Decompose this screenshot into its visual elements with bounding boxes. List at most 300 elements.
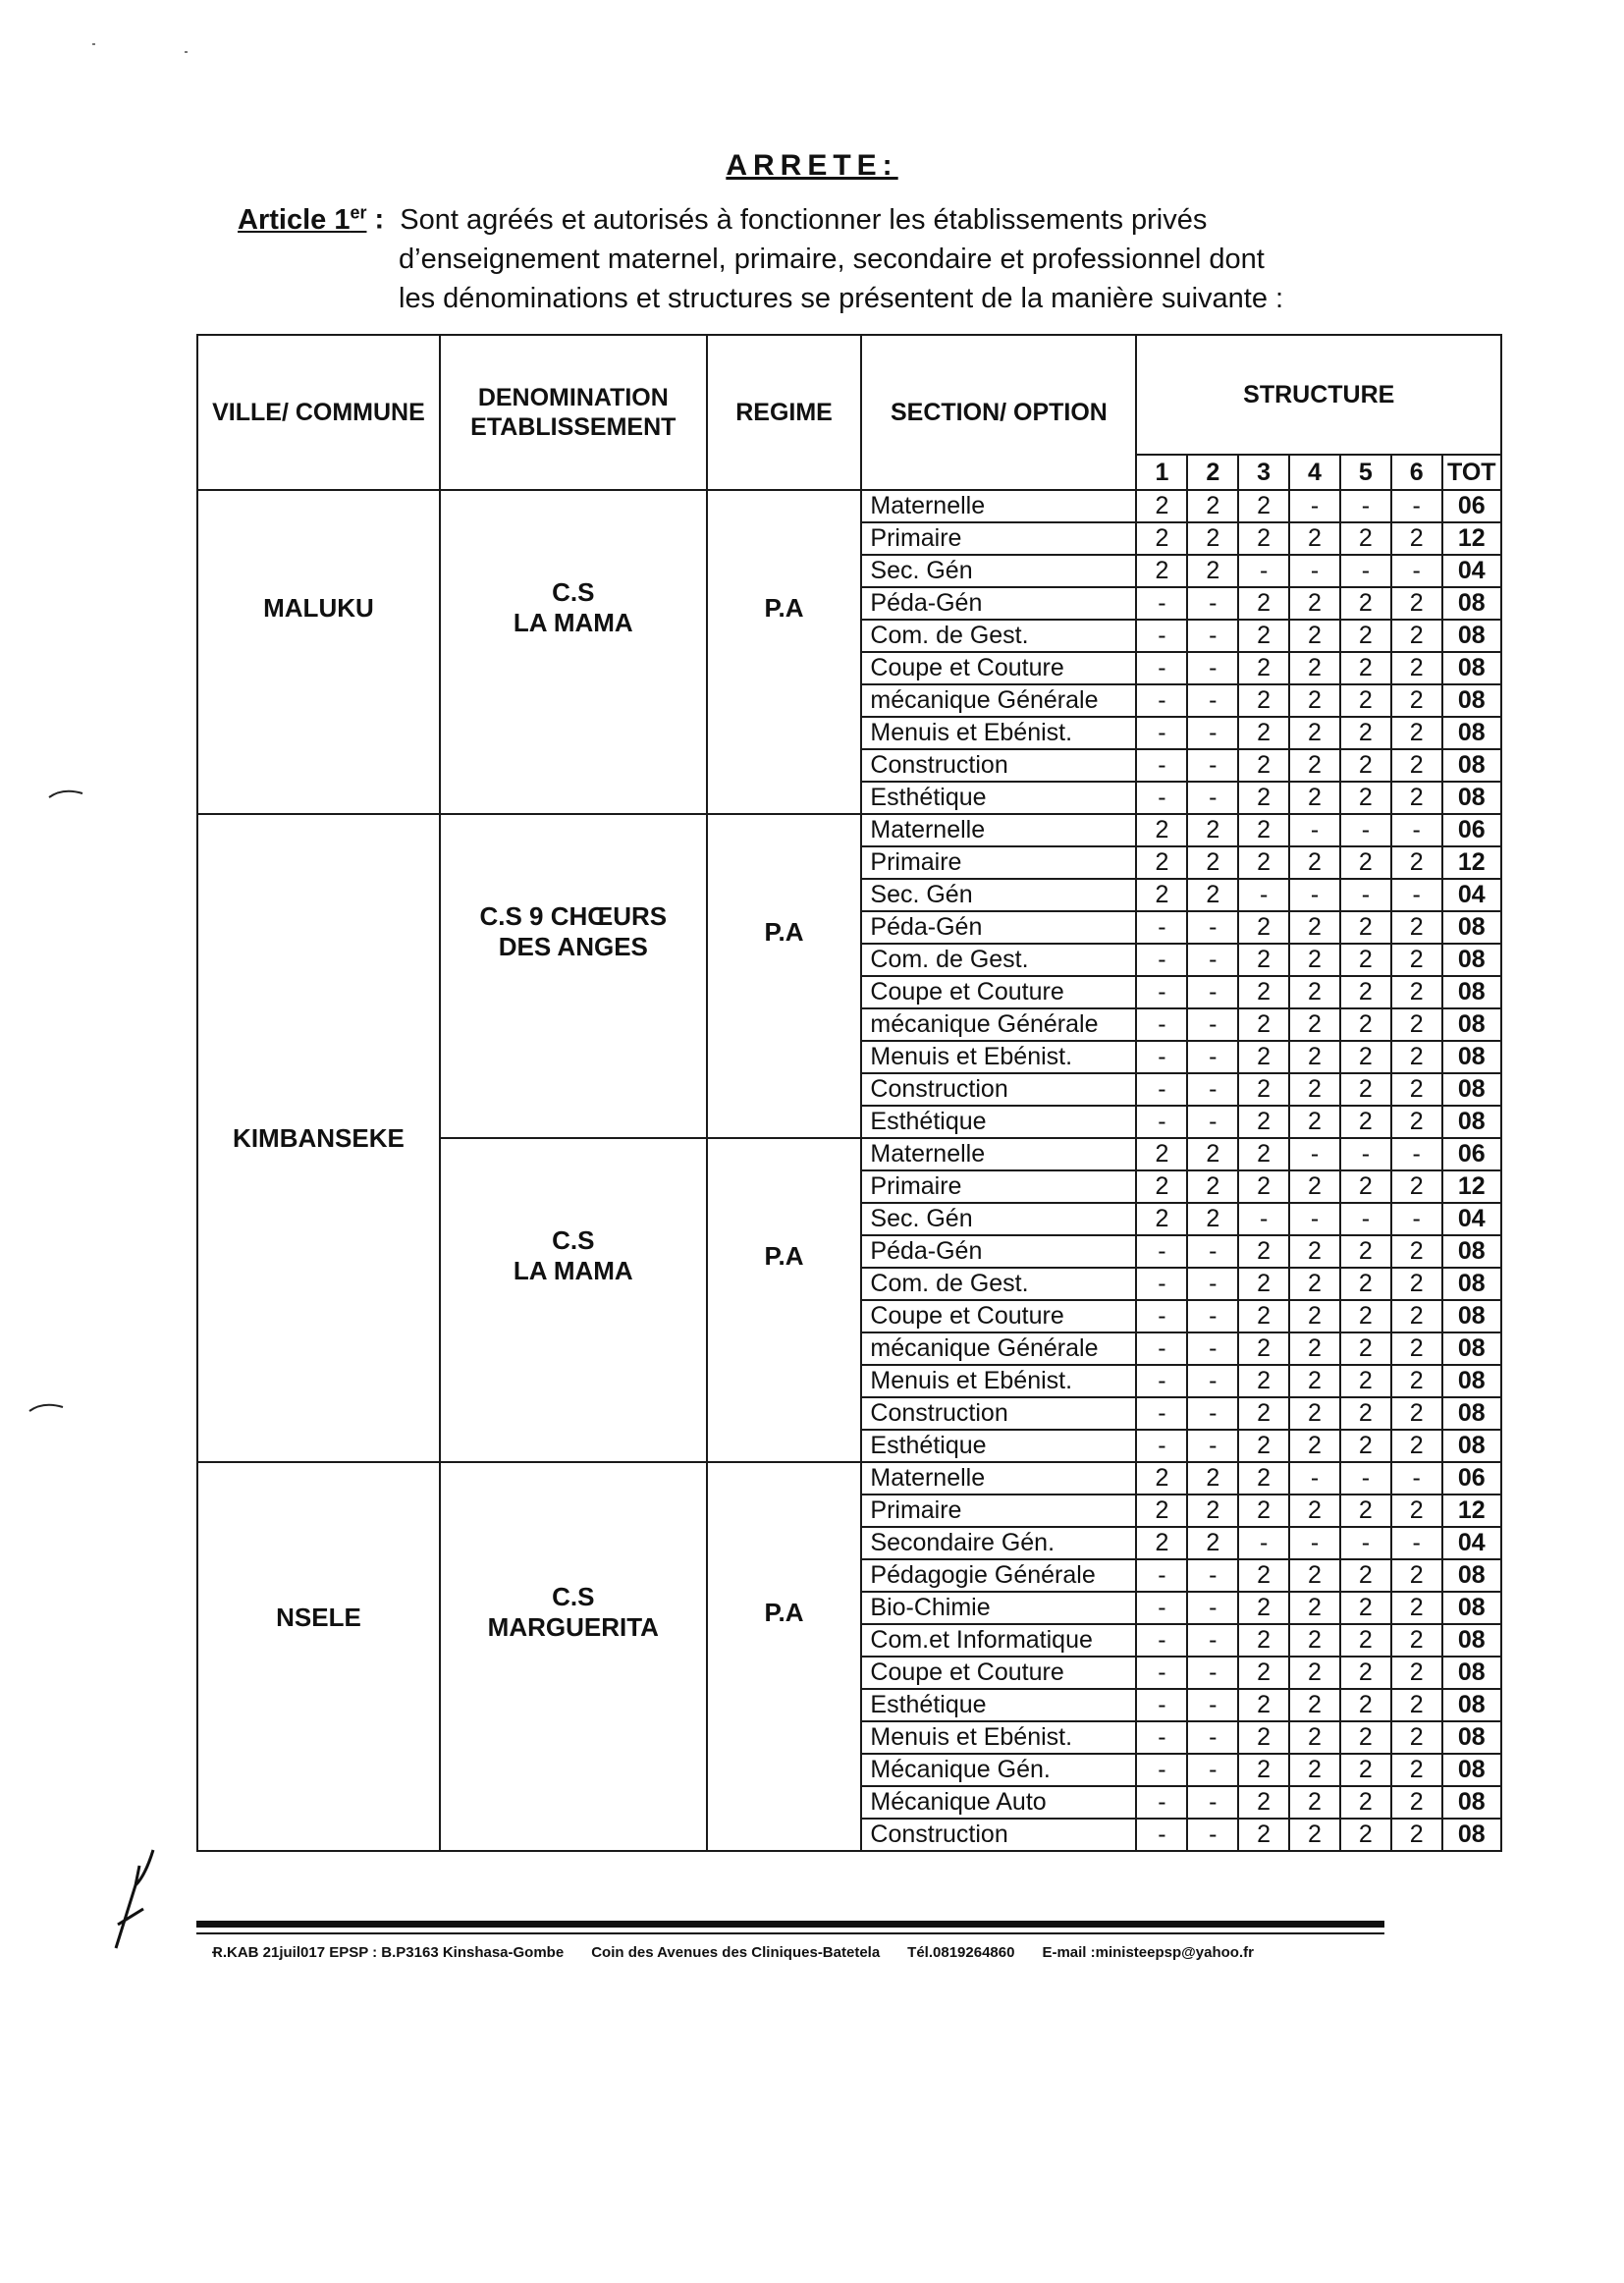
cell-level-value: 2	[1238, 490, 1289, 522]
cell-level-value: -	[1238, 1203, 1289, 1235]
cell-level-value: 2	[1187, 1462, 1238, 1495]
cell-level-value: 2	[1238, 1689, 1289, 1721]
cell-level-value: 2	[1238, 1268, 1289, 1300]
cell-level-value: -	[1136, 587, 1187, 620]
cell-level-value: 2	[1340, 652, 1391, 684]
cell-level-value: -	[1136, 1073, 1187, 1106]
cell-level-value: -	[1187, 1689, 1238, 1721]
cell-level-value: 2	[1289, 1300, 1340, 1332]
cell-section: Primaire	[861, 1170, 1136, 1203]
cell-level-value: -	[1391, 879, 1442, 911]
cell-total: 06	[1442, 1462, 1501, 1495]
cell-level-value: -	[1187, 1754, 1238, 1786]
cell-level-value: 2	[1340, 1332, 1391, 1365]
cell-level-value: 2	[1289, 1657, 1340, 1689]
cell-section: Construction	[861, 1819, 1136, 1851]
cell-level-value: 2	[1187, 490, 1238, 522]
cell-level-value: 2	[1289, 1430, 1340, 1462]
cell-level-value: 2	[1391, 620, 1442, 652]
cell-level-value: 2	[1289, 1495, 1340, 1527]
cell-total: 08	[1442, 1397, 1501, 1430]
footer-phone: Tél.0819264860	[907, 1944, 1015, 1961]
cell-level-value: -	[1340, 490, 1391, 522]
cell-level-value: 2	[1238, 587, 1289, 620]
cell-section: Construction	[861, 1397, 1136, 1430]
cell-level-value: -	[1187, 587, 1238, 620]
cell-level-value: 2	[1340, 1106, 1391, 1138]
cell-level-value: 2	[1391, 1170, 1442, 1203]
cell-regime: P.A	[707, 490, 862, 814]
cell-level-value: 2	[1340, 1300, 1391, 1332]
cell-ville: NSELE	[197, 1462, 440, 1851]
cell-level-value: 2	[1136, 1527, 1187, 1559]
cell-total: 08	[1442, 652, 1501, 684]
cell-level-value: -	[1187, 1624, 1238, 1657]
header-level: 6	[1391, 455, 1442, 490]
cell-level-value: 2	[1289, 1689, 1340, 1721]
cell-level-value: 2	[1136, 490, 1187, 522]
cell-level-value: -	[1391, 1462, 1442, 1495]
cell-level-value: 2	[1289, 620, 1340, 652]
cell-level-value: -	[1136, 976, 1187, 1008]
cell-level-value: 2	[1187, 1203, 1238, 1235]
cell-level-value: 2	[1289, 846, 1340, 879]
cell-level-value: 2	[1340, 1592, 1391, 1624]
cell-total: 08	[1442, 1721, 1501, 1754]
cell-level-value: -	[1136, 782, 1187, 814]
cell-level-value: 2	[1391, 1786, 1442, 1819]
cell-level-value: -	[1391, 1527, 1442, 1559]
cell-section: Menuis et Ebénist.	[861, 1365, 1136, 1397]
cell-level-value: 2	[1136, 555, 1187, 587]
cell-total: 12	[1442, 846, 1501, 879]
cell-level-value: -	[1289, 1462, 1340, 1495]
cell-level-value: 2	[1136, 1203, 1187, 1235]
cell-level-value: -	[1391, 1138, 1442, 1170]
cell-total: 08	[1442, 1300, 1501, 1332]
cell-level-value: 2	[1238, 911, 1289, 944]
header-total: TOT	[1442, 455, 1501, 490]
cell-level-value: 2	[1391, 1495, 1442, 1527]
cell-level-value: 2	[1391, 1041, 1442, 1073]
cell-level-value: -	[1187, 1721, 1238, 1754]
article-text-line1: Sont agréés et autorisés à fonctionner les établissements privés	[400, 203, 1208, 236]
table-row	[197, 1462, 1501, 1495]
cell-section: Maternelle	[861, 814, 1136, 846]
cell-level-value: 2	[1391, 1235, 1442, 1268]
cell-level-value: 2	[1391, 684, 1442, 717]
header-ville: VILLE/ COMMUNE	[197, 335, 440, 490]
cell-section: Com. de Gest.	[861, 620, 1136, 652]
cell-total: 04	[1442, 1203, 1501, 1235]
cell-level-value: 2	[1136, 879, 1187, 911]
cell-level-value: 2	[1289, 1332, 1340, 1365]
cell-section: mécanique Générale	[861, 1008, 1136, 1041]
cell-level-value: 2	[1289, 1106, 1340, 1138]
cell-section: Esthétique	[861, 1106, 1136, 1138]
cell-level-value: 2	[1187, 555, 1238, 587]
cell-section: Primaire	[861, 522, 1136, 555]
cell-total: 08	[1442, 717, 1501, 749]
cell-level-value: 2	[1238, 717, 1289, 749]
cell-section: Maternelle	[861, 490, 1136, 522]
cell-section: Maternelle	[861, 1462, 1136, 1495]
header-level: 1	[1136, 455, 1187, 490]
cell-level-value: 2	[1391, 1397, 1442, 1430]
cell-level-value: -	[1187, 1365, 1238, 1397]
cell-level-value: 2	[1340, 749, 1391, 782]
cell-section: Primaire	[861, 846, 1136, 879]
cell-level-value: 2	[1340, 1559, 1391, 1592]
cell-level-value: 2	[1391, 1073, 1442, 1106]
cell-level-value: -	[1289, 1203, 1340, 1235]
cell-level-value: 2	[1238, 1300, 1289, 1332]
cell-section: Mécanique Auto	[861, 1786, 1136, 1819]
cell-level-value: -	[1187, 1041, 1238, 1073]
cell-level-value: 2	[1289, 684, 1340, 717]
cell-level-value: -	[1391, 555, 1442, 587]
cell-level-value: 2	[1391, 1332, 1442, 1365]
cell-total: 08	[1442, 1268, 1501, 1300]
cell-section: Pédagogie Générale	[861, 1559, 1136, 1592]
cell-level-value: 2	[1391, 522, 1442, 555]
cell-level-value: -	[1340, 1138, 1391, 1170]
cell-total: 08	[1442, 1559, 1501, 1592]
cell-level-value: 2	[1340, 1495, 1391, 1527]
cell-level-value: -	[1340, 879, 1391, 911]
cell-level-value: 2	[1136, 846, 1187, 879]
cell-section: mécanique Générale	[861, 684, 1136, 717]
cell-level-value: -	[1136, 1008, 1187, 1041]
cell-level-value: 2	[1238, 1592, 1289, 1624]
cell-level-value: 2	[1340, 1365, 1391, 1397]
cell-level-value: 2	[1340, 1073, 1391, 1106]
cell-section: Com. de Gest.	[861, 1268, 1136, 1300]
cell-level-value: 2	[1136, 1138, 1187, 1170]
table-body	[197, 490, 1501, 1851]
cell-level-value: 2	[1238, 1106, 1289, 1138]
cell-level-value: -	[1136, 911, 1187, 944]
cell-level-value: 2	[1391, 1106, 1442, 1138]
cell-level-value: -	[1136, 1268, 1187, 1300]
cell-level-value: 2	[1136, 1462, 1187, 1495]
article-text-line3: les dénominations et structures se présentent de la manière suivante :	[399, 282, 1284, 314]
cell-total: 08	[1442, 1332, 1501, 1365]
cell-section: Esthétique	[861, 782, 1136, 814]
cell-level-value: 2	[1289, 1721, 1340, 1754]
cell-total: 12	[1442, 522, 1501, 555]
header-level: 2	[1187, 455, 1238, 490]
cell-level-value: -	[1391, 814, 1442, 846]
cell-level-value: -	[1187, 717, 1238, 749]
table-row	[197, 814, 1501, 846]
scan-speck	[185, 51, 188, 53]
cell-level-value: 2	[1238, 1332, 1289, 1365]
cell-regime: P.A	[707, 1462, 862, 1851]
cell-level-value: -	[1187, 1559, 1238, 1592]
cell-section: Menuis et Ebénist.	[861, 1721, 1136, 1754]
cell-level-value: -	[1289, 879, 1340, 911]
cell-level-value: 2	[1238, 1754, 1289, 1786]
cell-level-value: 2	[1289, 911, 1340, 944]
cell-level-value: 2	[1289, 1624, 1340, 1657]
cell-level-value: -	[1136, 1592, 1187, 1624]
cell-level-value: 2	[1289, 976, 1340, 1008]
cell-level-value: 2	[1289, 1819, 1340, 1851]
cell-section: Primaire	[861, 1495, 1136, 1527]
cell-level-value: 2	[1187, 846, 1238, 879]
cell-section: Maternelle	[861, 1138, 1136, 1170]
cell-level-value: 2	[1238, 1721, 1289, 1754]
cell-level-value: 2	[1340, 1430, 1391, 1462]
cell-total: 08	[1442, 1689, 1501, 1721]
cell-level-value: 2	[1238, 1786, 1289, 1819]
cell-section: Péda-Gén	[861, 1235, 1136, 1268]
header-level: 4	[1289, 455, 1340, 490]
cell-total: 06	[1442, 490, 1501, 522]
cell-level-value: 2	[1340, 944, 1391, 976]
cell-level-value: -	[1187, 1786, 1238, 1819]
cell-level-value: 2	[1187, 1527, 1238, 1559]
cell-level-value: 2	[1340, 1397, 1391, 1430]
cell-level-value: -	[1136, 1657, 1187, 1689]
cell-level-value: 2	[1289, 782, 1340, 814]
cell-level-value: 2	[1289, 1754, 1340, 1786]
cell-level-value: -	[1136, 1041, 1187, 1073]
cell-level-value: 2	[1340, 717, 1391, 749]
cell-level-value: 2	[1391, 911, 1442, 944]
header-denomination: DENOMINATION ETABLISSEMENT	[440, 335, 707, 490]
header-regime: REGIME	[707, 335, 862, 490]
cell-level-value: 2	[1289, 1170, 1340, 1203]
cell-level-value: 2	[1289, 1592, 1340, 1624]
cell-level-value: 2	[1289, 717, 1340, 749]
cell-level-value: 2	[1340, 587, 1391, 620]
cell-level-value: 2	[1187, 1138, 1238, 1170]
cell-level-value: -	[1136, 1365, 1187, 1397]
cell-total: 08	[1442, 1365, 1501, 1397]
cell-level-value: 2	[1238, 1462, 1289, 1495]
table-row	[197, 490, 1501, 522]
cell-level-value: 2	[1340, 911, 1391, 944]
cell-level-value: 2	[1340, 1008, 1391, 1041]
cell-level-value: -	[1289, 555, 1340, 587]
cell-level-value: 2	[1340, 1754, 1391, 1786]
cell-section: Menuis et Ebénist.	[861, 1041, 1136, 1073]
cell-total: 08	[1442, 1592, 1501, 1624]
footer-rule	[196, 1921, 1384, 1928]
cell-level-value: -	[1136, 1430, 1187, 1462]
cell-level-value: 2	[1289, 522, 1340, 555]
cell-total: 08	[1442, 782, 1501, 814]
header-level: 5	[1340, 455, 1391, 490]
cell-level-value: 2	[1238, 684, 1289, 717]
footer	[212, 1944, 1410, 1961]
header-section: SECTION/ OPTION	[861, 335, 1136, 490]
scan-speck	[92, 43, 95, 45]
cell-level-value: -	[1238, 1527, 1289, 1559]
cell-level-value: 2	[1391, 1365, 1442, 1397]
structure-table	[196, 334, 1502, 1852]
cell-section: Mécanique Gén.	[861, 1754, 1136, 1786]
cell-level-value: 2	[1391, 1689, 1442, 1721]
header-level: 3	[1238, 455, 1289, 490]
cell-level-value: -	[1136, 1721, 1187, 1754]
cell-section: Esthétique	[861, 1689, 1136, 1721]
cell-level-value: -	[1136, 1300, 1187, 1332]
cell-level-value: -	[1136, 944, 1187, 976]
cell-level-value: 2	[1340, 846, 1391, 879]
cell-level-value: 2	[1391, 1657, 1442, 1689]
cell-total: 08	[1442, 1073, 1501, 1106]
cell-total: 06	[1442, 1138, 1501, 1170]
cell-level-value: 2	[1340, 1235, 1391, 1268]
cell-level-value: -	[1136, 1397, 1187, 1430]
cell-level-value: 2	[1391, 1754, 1442, 1786]
cell-level-value: -	[1136, 1786, 1187, 1819]
cell-level-value: 2	[1289, 1559, 1340, 1592]
cell-level-value: 2	[1238, 1365, 1289, 1397]
cell-level-value: 2	[1238, 652, 1289, 684]
cell-level-value: 2	[1238, 1170, 1289, 1203]
article-intro	[238, 192, 1416, 318]
cell-level-value: -	[1187, 911, 1238, 944]
cell-level-value: -	[1136, 749, 1187, 782]
cell-level-value: 2	[1289, 1235, 1340, 1268]
cell-section: Construction	[861, 1073, 1136, 1106]
cell-level-value: 2	[1340, 522, 1391, 555]
cell-total: 08	[1442, 944, 1501, 976]
cell-total: 08	[1442, 684, 1501, 717]
cell-total: 08	[1442, 1754, 1501, 1786]
cell-level-value: -	[1136, 1106, 1187, 1138]
cell-level-value: -	[1289, 1527, 1340, 1559]
cell-total: 08	[1442, 1041, 1501, 1073]
cell-ville: MALUKU	[197, 490, 440, 814]
cell-level-value: 2	[1238, 620, 1289, 652]
cell-regime: P.A	[707, 1138, 862, 1462]
cell-level-value: -	[1187, 684, 1238, 717]
cell-level-value: 2	[1340, 1786, 1391, 1819]
cell-level-value: -	[1187, 1592, 1238, 1624]
cell-section: Com.et Informatique	[861, 1624, 1136, 1657]
cell-section: Menuis et Ebénist.	[861, 717, 1136, 749]
cell-level-value: 2	[1391, 652, 1442, 684]
cell-total: 08	[1442, 1657, 1501, 1689]
cell-level-value: -	[1187, 652, 1238, 684]
cell-level-value: 2	[1391, 1592, 1442, 1624]
cell-level-value: -	[1187, 1008, 1238, 1041]
cell-level-value: -	[1136, 1689, 1187, 1721]
cell-regime: P.A	[707, 814, 862, 1138]
cell-level-value: 2	[1391, 944, 1442, 976]
scan-mark	[47, 786, 86, 801]
cell-total: 12	[1442, 1170, 1501, 1203]
cell-level-value: 2	[1289, 652, 1340, 684]
cell-level-value: -	[1187, 1073, 1238, 1106]
cell-etablissement: C.S 9 CHŒURS DES ANGES	[440, 814, 707, 1138]
cell-level-value: 2	[1340, 976, 1391, 1008]
cell-level-value: -	[1136, 620, 1187, 652]
cell-level-value: -	[1136, 1235, 1187, 1268]
cell-total: 08	[1442, 1819, 1501, 1851]
cell-section: Sec. Gén	[861, 879, 1136, 911]
cell-etablissement: C.S MARGUERITA	[440, 1462, 707, 1851]
footer-ref: Ɍ.KAB 21juil017 EPSP : B.P3163 Kinshasa-Gombe	[212, 1944, 565, 1961]
cell-level-value: 2	[1289, 1268, 1340, 1300]
cell-section: Construction	[861, 749, 1136, 782]
cell-level-value: 2	[1391, 1819, 1442, 1851]
cell-level-value: -	[1391, 1203, 1442, 1235]
cell-total: 04	[1442, 1527, 1501, 1559]
cell-level-value: 2	[1340, 782, 1391, 814]
cell-level-value: -	[1187, 1300, 1238, 1332]
cell-level-value: -	[1289, 1138, 1340, 1170]
cell-level-value: -	[1187, 1819, 1238, 1851]
cell-total: 08	[1442, 587, 1501, 620]
cell-etablissement: C.S LA MAMA	[440, 490, 707, 814]
cell-section: Secondaire Gén.	[861, 1527, 1136, 1559]
cell-total: 08	[1442, 1430, 1501, 1462]
cell-section: Péda-Gén	[861, 911, 1136, 944]
cell-level-value: 2	[1238, 1138, 1289, 1170]
cell-level-value: 2	[1238, 522, 1289, 555]
cell-level-value: 2	[1289, 1008, 1340, 1041]
cell-total: 04	[1442, 879, 1501, 911]
cell-level-value: 2	[1289, 944, 1340, 976]
cell-level-value: 2	[1238, 1624, 1289, 1657]
cell-level-value: 2	[1238, 1008, 1289, 1041]
cell-level-value: 2	[1340, 1689, 1391, 1721]
scan-mark	[27, 1399, 67, 1415]
cell-level-value: 2	[1238, 1430, 1289, 1462]
cell-level-value: 2	[1340, 1268, 1391, 1300]
cell-level-value: -	[1187, 1106, 1238, 1138]
cell-level-value: 2	[1340, 620, 1391, 652]
cell-level-value: 2	[1391, 846, 1442, 879]
cell-total: 04	[1442, 555, 1501, 587]
cell-total: 08	[1442, 1235, 1501, 1268]
cell-level-value: -	[1187, 944, 1238, 976]
cell-level-value: -	[1187, 1332, 1238, 1365]
cell-level-value: -	[1340, 814, 1391, 846]
cell-level-value: 2	[1391, 976, 1442, 1008]
cell-level-value: -	[1187, 1235, 1238, 1268]
cell-level-value: -	[1289, 490, 1340, 522]
cell-level-value: 2	[1187, 879, 1238, 911]
cell-total: 08	[1442, 1624, 1501, 1657]
cell-total: 08	[1442, 749, 1501, 782]
cell-level-value: 2	[1391, 1008, 1442, 1041]
footer-rule-thin	[196, 1932, 1384, 1934]
cell-total: 12	[1442, 1495, 1501, 1527]
article-colon: :	[374, 203, 385, 236]
cell-section: Coupe et Couture	[861, 652, 1136, 684]
cell-level-value: 2	[1136, 814, 1187, 846]
cell-level-value: -	[1187, 976, 1238, 1008]
cell-level-value: 2	[1238, 1559, 1289, 1592]
cell-level-value: 2	[1391, 749, 1442, 782]
cell-level-value: -	[1340, 1203, 1391, 1235]
cell-total: 08	[1442, 1008, 1501, 1041]
cell-level-value: 2	[1391, 587, 1442, 620]
cell-level-value: 2	[1238, 944, 1289, 976]
cell-level-value: 2	[1340, 1721, 1391, 1754]
cell-level-value: -	[1187, 620, 1238, 652]
footer-address: Coin des Avenues des Cliniques-Batetela	[591, 1944, 881, 1961]
cell-level-value: 2	[1238, 814, 1289, 846]
cell-level-value: 2	[1238, 1819, 1289, 1851]
